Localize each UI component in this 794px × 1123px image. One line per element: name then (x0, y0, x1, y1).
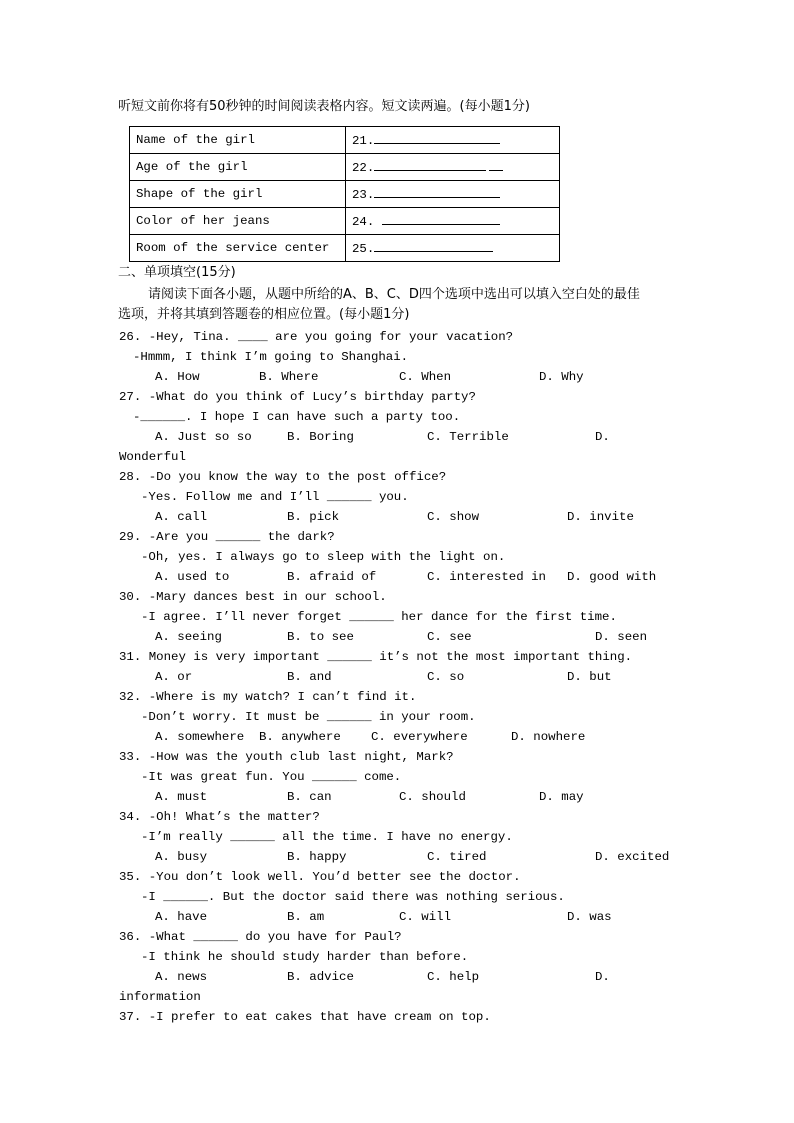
option-b[interactable]: B. can (287, 790, 332, 804)
option-b[interactable]: B. Where (259, 370, 319, 384)
response-line: -Yes. Follow me and I’ll ______ you. (141, 490, 409, 504)
question-36 (119, 929, 402, 945)
answer-blank-extra (489, 159, 503, 171)
option-d[interactable]: D. but (567, 670, 612, 684)
option-b[interactable]: B. happy (287, 850, 347, 864)
listening-table (129, 126, 560, 262)
option-c[interactable]: C. everywhere (371, 730, 468, 744)
table-row (130, 208, 560, 235)
answer-blank[interactable] (374, 159, 486, 171)
option-c[interactable]: C. see (427, 630, 472, 644)
response-line: -Don’t worry. It must be ______ in your room. (141, 710, 476, 724)
answer-cell[interactable] (346, 181, 560, 208)
option-a[interactable]: A. somewhere (155, 730, 245, 744)
table-row (130, 154, 560, 181)
table-label: Color of her jeans (130, 208, 346, 235)
response-line: -I think he should study harder than before. (141, 950, 469, 964)
option-c[interactable]: C. so (427, 670, 465, 684)
table-label: Age of the girl (130, 154, 346, 181)
question-number: 22. (352, 161, 375, 175)
question-number: 33. (119, 750, 142, 764)
table-row (130, 127, 560, 154)
option-b[interactable]: B. to see (287, 630, 354, 644)
option-c[interactable]: C. help (427, 970, 480, 984)
question-number: 21. (352, 134, 375, 148)
question-line: -Oh! What’s the matter? (148, 810, 320, 824)
option-c[interactable]: C. When (399, 370, 452, 384)
question-number: 31. (119, 650, 142, 664)
answer-cell[interactable] (346, 235, 560, 262)
option-a[interactable]: A. or (155, 670, 193, 684)
question-number: 29. (119, 530, 142, 544)
question-29 (119, 529, 335, 545)
question-number: 34. (119, 810, 142, 824)
question-number: 25. (352, 242, 375, 256)
option-b[interactable]: B. pick (287, 510, 340, 524)
question-line: Money is very important ______ it’s not the most important thing. (148, 650, 633, 664)
option-a[interactable]: A. Just so so (155, 430, 252, 444)
section-title: 二、单项填空(15分) (118, 265, 236, 280)
option-b[interactable]: B. Boring (287, 430, 354, 444)
option-b[interactable]: B. advice (287, 970, 354, 984)
answer-cell[interactable] (346, 127, 560, 154)
table-label: Shape of the girl (130, 181, 346, 208)
option-a[interactable]: A. must (155, 790, 208, 804)
section-instructions: 请阅读下面各小题，从题中所给的A、B、C、D四个选项中选出可以填入空白处的最佳 (148, 287, 640, 302)
question-line: -What ______ do you have for Paul? (148, 930, 402, 944)
option-d[interactable]: D. invite (567, 510, 634, 524)
option-a[interactable]: A. have (155, 910, 208, 924)
question-line: -Hey, Tina. ____ are you going for your vacation? (148, 330, 514, 344)
option-b[interactable]: B. afraid of (287, 570, 377, 584)
question-32 (119, 689, 416, 705)
table-label: Room of the service center (130, 235, 346, 262)
question-30 (119, 589, 387, 605)
option-c[interactable]: C. Terrible (427, 430, 509, 444)
table-row (130, 181, 560, 208)
option-a[interactable]: A. news (155, 970, 208, 984)
answer-blank[interactable] (374, 186, 500, 198)
option-b[interactable]: B. am (287, 910, 325, 924)
option-c[interactable]: C. will (399, 910, 452, 924)
question-number: 32. (119, 690, 142, 704)
section-instructions-cont: 选项，并将其填到答题卷的相应位置。(每小题1分) (118, 307, 410, 322)
response-line: -I agree. I’ll never forget ______ her dance for the first time. (141, 610, 617, 624)
question-line: -How was the youth club last night, Mark? (148, 750, 454, 764)
question-number: 26. (119, 330, 142, 344)
answer-blank[interactable] (374, 132, 500, 144)
option-c[interactable]: C. tired (427, 850, 487, 864)
option-d[interactable]: D. (595, 430, 610, 444)
listening-intro: 听短文前你将有50秒钟的时间阅读表格内容。短文读两遍。(每小题1分) (118, 99, 530, 114)
question-line: -You don’t look well. You’d better see the doctor. (148, 870, 521, 884)
question-line: -What do you think of Lucy’s birthday party? (148, 390, 476, 404)
question-33 (119, 749, 454, 765)
question-number: 37. (119, 1010, 142, 1024)
option-d[interactable]: D. excited (595, 850, 670, 864)
answer-cell[interactable] (346, 154, 560, 181)
response-line: -It was great fun. You ______ come. (141, 770, 402, 784)
response-line: -I’m really ______ all the time. I have no energy. (141, 830, 513, 844)
question-number: 36. (119, 930, 142, 944)
option-d[interactable]: D. was (567, 910, 612, 924)
option-c[interactable]: C. show (427, 510, 480, 524)
question-number: 24. (352, 215, 375, 229)
question-line: -Where is my watch? I can’t find it. (148, 690, 417, 704)
response-line: -______. I hope I can have such a party too. (133, 410, 461, 424)
question-31 (119, 649, 632, 665)
response-line: -Hmmm, I think I’m going to Shanghai. (133, 350, 409, 364)
question-number: 27. (119, 390, 142, 404)
question-34 (119, 809, 320, 825)
option-d[interactable]: D. (595, 970, 610, 984)
question-27 (119, 389, 476, 405)
option-d[interactable]: D. may (539, 790, 584, 804)
option-d[interactable]: D. good with (567, 570, 657, 584)
answer-blank[interactable] (382, 213, 500, 225)
question-line: -I prefer to eat cakes that have cream on top. (148, 1010, 491, 1024)
question-number: 28. (119, 470, 142, 484)
option-d[interactable]: D. seen (595, 630, 648, 644)
question-number: 35. (119, 870, 142, 884)
option-a[interactable]: A. How (155, 370, 200, 384)
question-28 (119, 469, 446, 485)
option-d-wrap[interactable]: information (119, 990, 201, 1004)
question-26 (119, 329, 513, 345)
table-row (130, 235, 560, 262)
option-a[interactable]: A. busy (155, 850, 208, 864)
table-label: Name of the girl (130, 127, 346, 154)
question-line: -Are you ______ the dark? (148, 530, 335, 544)
question-35 (119, 869, 521, 885)
option-b[interactable]: B. anywhere (259, 730, 341, 744)
answer-blank[interactable] (374, 240, 493, 252)
option-a[interactable]: A. call (155, 510, 208, 524)
option-d[interactable]: D. nowhere (511, 730, 586, 744)
question-line: -Do you know the way to the post office? (148, 470, 447, 484)
option-d[interactable]: D. Why (539, 370, 584, 384)
question-number: 23. (352, 188, 375, 202)
question-37 (119, 1009, 491, 1025)
option-a[interactable]: A. seeing (155, 630, 222, 644)
option-b[interactable]: B. and (287, 670, 332, 684)
option-d-wrap[interactable]: Wonderful (119, 450, 186, 464)
response-line: -Oh, yes. I always go to sleep with the light on. (141, 550, 506, 564)
response-line: -I ______. But the doctor said there was nothing serious. (141, 890, 565, 904)
option-c[interactable]: C. should (399, 790, 466, 804)
answer-cell[interactable] (346, 208, 560, 235)
question-line: -Mary dances best in our school. (148, 590, 387, 604)
option-a[interactable]: A. used to (155, 570, 230, 584)
question-number: 30. (119, 590, 142, 604)
option-c[interactable]: C. interested in (427, 570, 546, 584)
